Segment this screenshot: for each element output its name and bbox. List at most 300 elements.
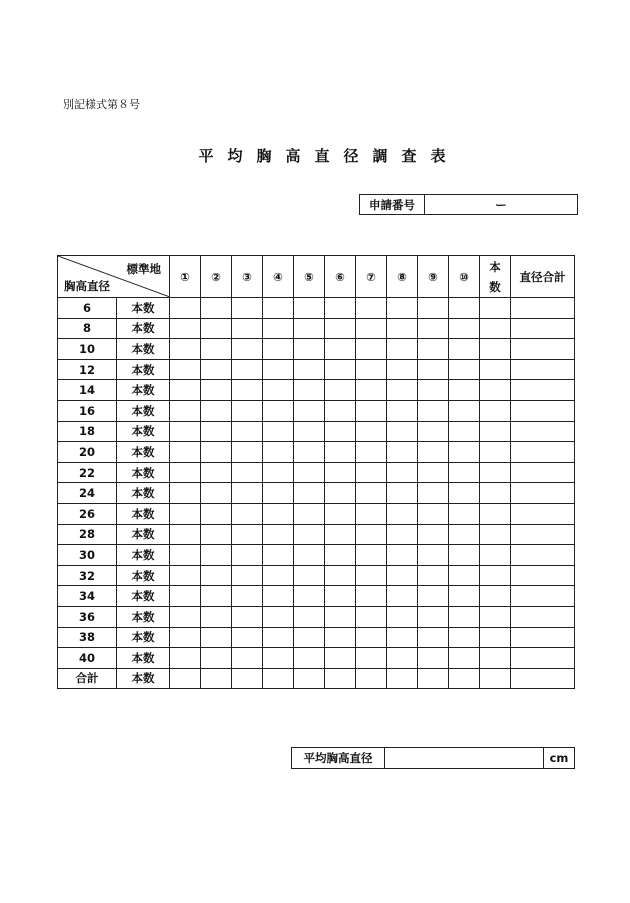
table-row xyxy=(58,380,575,401)
plot-count-cell[interactable] xyxy=(232,483,263,504)
plot-count-cell[interactable] xyxy=(449,442,480,463)
plot-count-cell[interactable] xyxy=(201,606,232,627)
count-total-cell[interactable] xyxy=(480,298,511,319)
plot-count-cell[interactable] xyxy=(356,359,387,380)
plot-count-cell[interactable] xyxy=(294,483,325,504)
average-diameter-unit: cm xyxy=(544,748,575,769)
count-total-cell[interactable] xyxy=(480,400,511,421)
plot-count-cell[interactable] xyxy=(263,442,294,463)
plot-count-cell[interactable] xyxy=(232,298,263,319)
plot-count-cell[interactable] xyxy=(356,442,387,463)
plot-count-cell[interactable] xyxy=(449,400,480,421)
diameter-total-cell[interactable] xyxy=(511,586,575,607)
plot-count-cell[interactable] xyxy=(294,359,325,380)
plot-count-cell[interactable] xyxy=(263,380,294,401)
diameter-total-cell[interactable] xyxy=(511,380,575,401)
diameter-cell: 16 xyxy=(58,400,117,421)
plot-count-cell[interactable] xyxy=(356,627,387,648)
plot-count-cell[interactable] xyxy=(325,380,356,401)
plot-count-cell[interactable] xyxy=(201,462,232,483)
plot-count-cell[interactable] xyxy=(418,359,449,380)
plot-count-cell[interactable] xyxy=(418,462,449,483)
plot-count-cell[interactable] xyxy=(263,545,294,566)
plot-count-cell[interactable] xyxy=(170,359,201,380)
plot-count-cell[interactable] xyxy=(356,400,387,421)
plot-count-cell[interactable] xyxy=(263,400,294,421)
diameter-total-cell[interactable] xyxy=(511,298,575,319)
plot-count-cell[interactable] xyxy=(170,421,201,442)
plot-count-cell[interactable] xyxy=(356,668,387,689)
table-row xyxy=(58,318,575,339)
diameter-cell: 32 xyxy=(58,565,117,586)
plot-count-cell[interactable] xyxy=(418,586,449,607)
plot-count-cell[interactable] xyxy=(294,339,325,360)
diameter-total-cell[interactable] xyxy=(511,483,575,504)
diameter-total-cell[interactable] xyxy=(511,627,575,648)
plot-count-cell[interactable] xyxy=(356,339,387,360)
plot-count-cell[interactable] xyxy=(418,400,449,421)
plot-count-cell[interactable] xyxy=(356,586,387,607)
plot-count-cell[interactable] xyxy=(294,545,325,566)
table-row xyxy=(58,545,575,566)
plot-count-cell[interactable] xyxy=(449,524,480,545)
plot-count-cell[interactable] xyxy=(170,627,201,648)
diameter-total-cell[interactable] xyxy=(511,545,575,566)
plot-count-cell[interactable] xyxy=(325,462,356,483)
plot-count-cell[interactable] xyxy=(325,627,356,648)
plot-count-cell[interactable] xyxy=(201,545,232,566)
diameter-cell: 14 xyxy=(58,380,117,401)
plot-count-cell[interactable] xyxy=(325,318,356,339)
plot-count-cell[interactable] xyxy=(294,400,325,421)
plot-count-cell[interactable] xyxy=(387,442,418,463)
unit-cell: 本数 xyxy=(117,421,170,442)
plot-count-cell[interactable] xyxy=(263,298,294,319)
plot-count-cell[interactable] xyxy=(232,524,263,545)
plot-count-cell[interactable] xyxy=(418,339,449,360)
plot-count-cell[interactable] xyxy=(325,483,356,504)
plot-count-cell[interactable] xyxy=(449,503,480,524)
plot-count-cell[interactable] xyxy=(449,483,480,504)
plot-count-cell[interactable] xyxy=(232,339,263,360)
count-total-cell[interactable] xyxy=(480,565,511,586)
plot-count-cell[interactable] xyxy=(170,318,201,339)
count-total-cell[interactable] xyxy=(480,421,511,442)
diameter-cell: 38 xyxy=(58,627,117,648)
plot-count-cell[interactable] xyxy=(387,524,418,545)
unit-cell: 本数 xyxy=(117,442,170,463)
plot-count-cell[interactable] xyxy=(325,339,356,360)
count-total-cell[interactable] xyxy=(480,668,511,689)
plot-count-cell[interactable] xyxy=(387,298,418,319)
plot-header: ③ xyxy=(232,256,263,298)
plot-count-cell[interactable] xyxy=(418,421,449,442)
diameter-cell: 12 xyxy=(58,359,117,380)
diameter-total-cell[interactable] xyxy=(511,565,575,586)
diameter-cell: 18 xyxy=(58,421,117,442)
plot-count-cell[interactable] xyxy=(170,545,201,566)
plot-count-cell[interactable] xyxy=(201,442,232,463)
plot-count-cell[interactable] xyxy=(418,298,449,319)
plot-count-cell[interactable] xyxy=(294,318,325,339)
plot-count-cell[interactable] xyxy=(232,462,263,483)
diameter-total-header: 直径合計 xyxy=(511,256,575,298)
plot-count-cell[interactable] xyxy=(201,503,232,524)
plot-count-cell[interactable] xyxy=(294,586,325,607)
table-row xyxy=(58,586,575,607)
plot-count-cell[interactable] xyxy=(201,339,232,360)
plot-count-cell[interactable] xyxy=(449,421,480,442)
plot-count-cell[interactable] xyxy=(449,298,480,319)
plot-count-cell[interactable] xyxy=(449,586,480,607)
plot-count-cell[interactable] xyxy=(449,627,480,648)
unit-cell: 本数 xyxy=(117,359,170,380)
application-number-field[interactable]: ー xyxy=(425,195,578,215)
plot-count-cell[interactable] xyxy=(263,606,294,627)
plot-count-cell[interactable] xyxy=(232,627,263,648)
plot-count-cell[interactable] xyxy=(201,668,232,689)
plot-count-cell[interactable] xyxy=(263,586,294,607)
plot-count-cell[interactable] xyxy=(201,318,232,339)
unit-cell: 本数 xyxy=(117,400,170,421)
plot-count-cell[interactable] xyxy=(170,462,201,483)
plot-header: ⑤ xyxy=(294,256,325,298)
plot-count-cell[interactable] xyxy=(294,668,325,689)
unit-cell: 本数 xyxy=(117,648,170,669)
count-total-cell[interactable] xyxy=(480,442,511,463)
plot-count-cell[interactable] xyxy=(170,606,201,627)
plot-count-cell[interactable] xyxy=(263,483,294,504)
plot-count-cell[interactable] xyxy=(232,359,263,380)
plot-count-cell[interactable] xyxy=(201,421,232,442)
plot-count-cell[interactable] xyxy=(263,318,294,339)
plot-count-cell[interactable] xyxy=(201,565,232,586)
plot-header: ① xyxy=(170,256,201,298)
table-row xyxy=(58,462,575,483)
diameter-total-cell[interactable] xyxy=(511,339,575,360)
plot-count-cell[interactable] xyxy=(294,298,325,319)
plot-count-cell[interactable] xyxy=(294,648,325,669)
plot-count-cell[interactable] xyxy=(201,524,232,545)
diameter-total-cell[interactable] xyxy=(511,668,575,689)
plot-count-cell[interactable] xyxy=(325,648,356,669)
table-row xyxy=(58,606,575,627)
plot-count-cell[interactable] xyxy=(294,565,325,586)
diameter-cell: 36 xyxy=(58,606,117,627)
plot-count-cell[interactable] xyxy=(387,400,418,421)
plot-count-cell[interactable] xyxy=(418,668,449,689)
count-total-cell[interactable] xyxy=(480,462,511,483)
plot-count-cell[interactable] xyxy=(418,318,449,339)
plot-header: ⑥ xyxy=(325,256,356,298)
plot-count-cell[interactable] xyxy=(232,586,263,607)
plot-count-cell[interactable] xyxy=(294,627,325,648)
plot-count-cell[interactable] xyxy=(418,606,449,627)
plot-count-cell[interactable] xyxy=(201,400,232,421)
plot-count-cell[interactable] xyxy=(232,503,263,524)
plot-count-cell[interactable] xyxy=(325,545,356,566)
plot-count-cell[interactable] xyxy=(263,462,294,483)
plot-count-cell[interactable] xyxy=(325,503,356,524)
plot-count-cell[interactable] xyxy=(170,298,201,319)
table-row xyxy=(58,298,575,319)
count-total-cell[interactable] xyxy=(480,606,511,627)
unit-cell: 本数 xyxy=(117,606,170,627)
table-row xyxy=(58,524,575,545)
plot-count-cell[interactable] xyxy=(418,524,449,545)
plot-count-cell[interactable] xyxy=(356,545,387,566)
plot-count-cell[interactable] xyxy=(387,339,418,360)
diameter-total-cell[interactable] xyxy=(511,648,575,669)
table-row xyxy=(58,421,575,442)
plot-count-cell[interactable] xyxy=(449,648,480,669)
plot-header: ④ xyxy=(263,256,294,298)
plot-count-cell[interactable] xyxy=(418,545,449,566)
plot-count-cell[interactable] xyxy=(232,400,263,421)
plot-count-cell[interactable] xyxy=(449,380,480,401)
diameter-total-cell[interactable] xyxy=(511,421,575,442)
table-row xyxy=(58,359,575,380)
count-total-cell[interactable] xyxy=(480,359,511,380)
plot-count-cell[interactable] xyxy=(294,606,325,627)
plot-count-cell[interactable] xyxy=(232,442,263,463)
plot-count-cell[interactable] xyxy=(170,339,201,360)
plot-count-cell[interactable] xyxy=(232,318,263,339)
plot-count-cell[interactable] xyxy=(356,503,387,524)
count-total-cell[interactable] xyxy=(480,648,511,669)
count-total-cell[interactable] xyxy=(480,586,511,607)
unit-cell: 本数 xyxy=(117,627,170,648)
plot-count-cell[interactable] xyxy=(418,483,449,504)
diameter-cell: 26 xyxy=(58,503,117,524)
plot-count-cell[interactable] xyxy=(170,586,201,607)
plot-count-cell[interactable] xyxy=(232,380,263,401)
plot-count-cell[interactable] xyxy=(356,298,387,319)
plot-count-cell[interactable] xyxy=(325,421,356,442)
plot-count-cell[interactable] xyxy=(170,380,201,401)
plot-count-cell[interactable] xyxy=(294,462,325,483)
plot-count-cell[interactable] xyxy=(201,648,232,669)
plot-count-cell[interactable] xyxy=(449,606,480,627)
plot-count-cell[interactable] xyxy=(356,606,387,627)
plot-header: ⑧ xyxy=(387,256,418,298)
average-diameter-field[interactable] xyxy=(385,748,544,769)
table-row xyxy=(58,648,575,669)
table-row xyxy=(58,565,575,586)
count-header-bottom: 数 xyxy=(489,279,501,294)
plot-count-cell[interactable] xyxy=(263,359,294,380)
plot-count-cell[interactable] xyxy=(325,400,356,421)
plot-count-cell[interactable] xyxy=(449,339,480,360)
plot-count-cell[interactable] xyxy=(325,668,356,689)
diameter-total-cell[interactable] xyxy=(511,524,575,545)
table-row xyxy=(58,400,575,421)
plot-count-cell[interactable] xyxy=(232,421,263,442)
plot-count-cell[interactable] xyxy=(170,483,201,504)
plot-count-cell[interactable] xyxy=(325,524,356,545)
plot-count-cell[interactable] xyxy=(170,524,201,545)
count-total-cell[interactable] xyxy=(480,483,511,504)
plot-count-cell[interactable] xyxy=(263,524,294,545)
count-header-top: 本 xyxy=(489,259,501,274)
plot-count-cell[interactable] xyxy=(294,421,325,442)
table-row xyxy=(58,668,575,689)
unit-cell: 本数 xyxy=(117,503,170,524)
plot-count-cell[interactable] xyxy=(263,648,294,669)
count-total-cell[interactable] xyxy=(480,318,511,339)
plot-count-cell[interactable] xyxy=(418,565,449,586)
diameter-cell: 24 xyxy=(58,483,117,504)
plot-count-cell[interactable] xyxy=(294,503,325,524)
count-total-cell[interactable] xyxy=(480,545,511,566)
average-diameter-label: 平均胸高直径 xyxy=(292,748,385,769)
diameter-cell: 34 xyxy=(58,586,117,607)
plot-count-cell[interactable] xyxy=(387,606,418,627)
application-number-label: 申請番号 xyxy=(360,195,425,215)
plot-count-cell[interactable] xyxy=(170,400,201,421)
plot-header: ② xyxy=(201,256,232,298)
plot-count-cell[interactable] xyxy=(449,359,480,380)
diameter-cell: 8 xyxy=(58,318,117,339)
plot-count-cell[interactable] xyxy=(387,648,418,669)
plot-count-cell[interactable] xyxy=(418,503,449,524)
corner-header xyxy=(58,256,170,298)
plot-count-cell[interactable] xyxy=(387,359,418,380)
plot-count-cell[interactable] xyxy=(356,648,387,669)
plot-count-cell[interactable] xyxy=(356,462,387,483)
plot-count-cell[interactable] xyxy=(263,627,294,648)
unit-cell: 本数 xyxy=(117,524,170,545)
diameter-cell: 40 xyxy=(58,648,117,669)
plot-count-cell[interactable] xyxy=(170,668,201,689)
plot-count-cell[interactable] xyxy=(170,503,201,524)
plot-count-cell[interactable] xyxy=(387,565,418,586)
plot-count-cell[interactable] xyxy=(387,627,418,648)
plot-count-cell[interactable] xyxy=(232,606,263,627)
count-total-cell[interactable] xyxy=(480,524,511,545)
table-row xyxy=(58,627,575,648)
plot-count-cell[interactable] xyxy=(294,524,325,545)
plot-count-cell[interactable] xyxy=(449,565,480,586)
plot-count-cell[interactable] xyxy=(325,565,356,586)
plot-count-cell[interactable] xyxy=(387,586,418,607)
plot-count-cell[interactable] xyxy=(170,442,201,463)
plot-count-cell[interactable] xyxy=(356,483,387,504)
plot-count-cell[interactable] xyxy=(201,298,232,319)
plot-count-cell[interactable] xyxy=(201,586,232,607)
plot-header: ⑩ xyxy=(449,256,480,298)
plot-header: ⑦ xyxy=(356,256,387,298)
diameter-cell: 6 xyxy=(58,298,117,319)
plot-count-cell[interactable] xyxy=(449,462,480,483)
plot-count-cell[interactable] xyxy=(356,318,387,339)
plot-count-cell[interactable] xyxy=(387,380,418,401)
plot-count-cell[interactable] xyxy=(356,421,387,442)
plot-count-cell[interactable] xyxy=(387,462,418,483)
plot-count-cell[interactable] xyxy=(325,359,356,380)
plot-count-cell[interactable] xyxy=(263,421,294,442)
plot-count-cell[interactable] xyxy=(232,565,263,586)
plot-count-cell[interactable] xyxy=(325,606,356,627)
diameter-total-cell[interactable] xyxy=(511,606,575,627)
diameter-total-cell[interactable] xyxy=(511,503,575,524)
unit-cell: 本数 xyxy=(117,462,170,483)
count-total-cell[interactable] xyxy=(480,339,511,360)
plot-count-cell[interactable] xyxy=(418,442,449,463)
plot-count-cell[interactable] xyxy=(387,545,418,566)
table-row xyxy=(58,339,575,360)
plot-count-cell[interactable] xyxy=(201,627,232,648)
diameter-axis-label: 胸高直径 xyxy=(64,279,110,293)
plot-count-cell[interactable] xyxy=(294,442,325,463)
plot-count-cell[interactable] xyxy=(387,483,418,504)
plot-axis-label: 標準地 xyxy=(126,262,161,276)
diameter-total-cell[interactable] xyxy=(511,442,575,463)
plot-count-cell[interactable] xyxy=(325,586,356,607)
plot-count-cell[interactable] xyxy=(170,648,201,669)
unit-cell: 本数 xyxy=(117,483,170,504)
plot-count-cell[interactable] xyxy=(201,359,232,380)
diameter-total-cell[interactable] xyxy=(511,462,575,483)
count-total-cell[interactable] xyxy=(480,380,511,401)
plot-count-cell[interactable] xyxy=(356,380,387,401)
unit-cell: 本数 xyxy=(117,565,170,586)
plot-count-cell[interactable] xyxy=(201,483,232,504)
unit-cell: 本数 xyxy=(117,339,170,360)
plot-count-cell[interactable] xyxy=(418,627,449,648)
plot-count-cell[interactable] xyxy=(418,380,449,401)
count-total-cell[interactable] xyxy=(480,503,511,524)
plot-count-cell[interactable] xyxy=(263,339,294,360)
plot-count-cell[interactable] xyxy=(356,565,387,586)
unit-cell: 本数 xyxy=(117,545,170,566)
unit-cell: 本数 xyxy=(117,586,170,607)
average-diameter-box xyxy=(291,747,575,769)
plot-count-cell[interactable] xyxy=(232,545,263,566)
plot-count-cell[interactable] xyxy=(294,380,325,401)
plot-count-cell[interactable] xyxy=(449,318,480,339)
plot-count-cell[interactable] xyxy=(263,668,294,689)
diameter-cell: 28 xyxy=(58,524,117,545)
plot-count-cell[interactable] xyxy=(263,565,294,586)
application-number-box xyxy=(359,194,578,215)
plot-count-cell[interactable] xyxy=(449,668,480,689)
plot-count-cell[interactable] xyxy=(263,503,294,524)
plot-count-cell[interactable] xyxy=(387,503,418,524)
plot-count-cell[interactable] xyxy=(356,524,387,545)
plot-count-cell[interactable] xyxy=(387,421,418,442)
plot-count-cell[interactable] xyxy=(449,545,480,566)
unit-cell: 本数 xyxy=(117,318,170,339)
plot-count-cell[interactable] xyxy=(232,668,263,689)
unit-cell: 本数 xyxy=(117,380,170,401)
plot-count-cell[interactable] xyxy=(418,648,449,669)
plot-count-cell[interactable] xyxy=(201,380,232,401)
plot-count-cell[interactable] xyxy=(232,648,263,669)
plot-count-cell[interactable] xyxy=(325,442,356,463)
plot-count-cell[interactable] xyxy=(387,318,418,339)
plot-count-cell[interactable] xyxy=(325,298,356,319)
plot-header: ⑨ xyxy=(418,256,449,298)
plot-count-cell[interactable] xyxy=(387,668,418,689)
diameter-total-cell[interactable] xyxy=(511,318,575,339)
plot-count-cell[interactable] xyxy=(170,565,201,586)
unit-cell: 本数 xyxy=(117,298,170,319)
count-total-cell[interactable] xyxy=(480,627,511,648)
diameter-cell: 22 xyxy=(58,462,117,483)
diameter-total-cell[interactable] xyxy=(511,400,575,421)
diameter-total-cell[interactable] xyxy=(511,359,575,380)
